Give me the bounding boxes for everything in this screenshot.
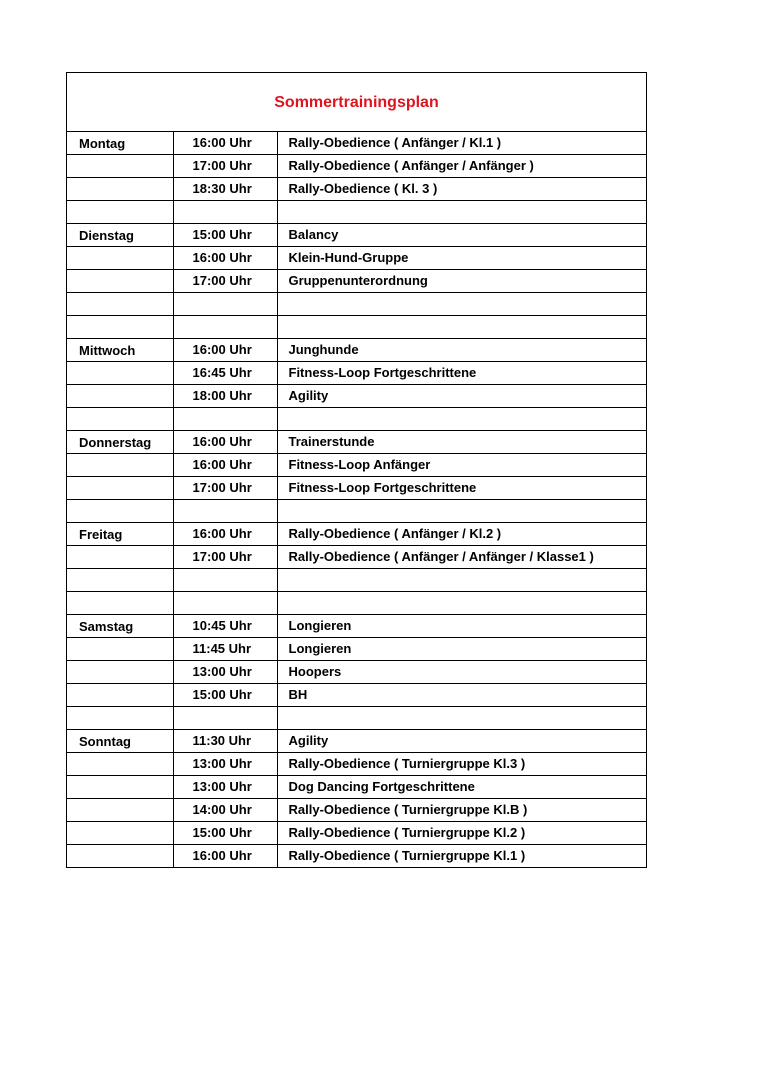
time-cell: 10:45 Uhr [173, 615, 277, 638]
day-cell [67, 270, 173, 293]
table-row [67, 247, 646, 270]
day-cell [67, 155, 173, 178]
time-cell [173, 201, 277, 224]
time-cell: 15:00 Uhr [173, 684, 277, 707]
table-row [67, 638, 646, 661]
day-cell [67, 799, 173, 822]
table-row [67, 753, 646, 776]
table-row [67, 799, 646, 822]
day-cell [67, 753, 173, 776]
table-row [67, 155, 646, 178]
time-cell: 13:00 Uhr [173, 753, 277, 776]
time-cell: 17:00 Uhr [173, 155, 277, 178]
day-cell [67, 316, 173, 339]
table-row [67, 592, 646, 615]
activity-cell: Klein-Hund-Gruppe [277, 247, 646, 270]
activity-cell: Trainerstunde [277, 431, 646, 454]
time-cell: 13:00 Uhr [173, 776, 277, 799]
page-title: Sommertrainingsplan [274, 93, 439, 111]
activity-cell: Balancy [277, 224, 646, 247]
day-cell [67, 385, 173, 408]
table-row [67, 523, 646, 546]
activity-cell [277, 569, 646, 592]
day-cell [67, 201, 173, 224]
time-cell: 16:00 Uhr [173, 132, 277, 155]
day-cell: Samstag [67, 615, 173, 638]
activity-cell [277, 408, 646, 431]
day-cell [67, 477, 173, 500]
day-cell [67, 408, 173, 431]
activity-cell: Hoopers [277, 661, 646, 684]
activity-cell: Fitness-Loop Fortgeschrittene [277, 477, 646, 500]
activity-cell: Longieren [277, 615, 646, 638]
day-cell [67, 661, 173, 684]
activity-cell [277, 592, 646, 615]
table-row [67, 132, 646, 155]
table-row [67, 339, 646, 362]
table-row [67, 454, 646, 477]
table-row [67, 224, 646, 247]
day-cell [67, 500, 173, 523]
activity-cell: Rally-Obedience ( Anfänger / Anfänger ) [277, 155, 646, 178]
table-row [67, 293, 646, 316]
table-row [67, 822, 646, 845]
time-cell: 16:00 Uhr [173, 431, 277, 454]
time-cell: 18:00 Uhr [173, 385, 277, 408]
activity-cell: Dog Dancing Fortgeschrittene [277, 776, 646, 799]
day-cell [67, 362, 173, 385]
day-cell: Freitag [67, 523, 173, 546]
table-row [67, 362, 646, 385]
activity-cell: Gruppenunterordnung [277, 270, 646, 293]
table-row [67, 684, 646, 707]
table-row [67, 178, 646, 201]
table-row [67, 316, 646, 339]
time-cell: 18:30 Uhr [173, 178, 277, 201]
day-cell: Mittwoch [67, 339, 173, 362]
table-row [67, 661, 646, 684]
table-row [67, 615, 646, 638]
activity-cell: Rally-Obedience ( Anfänger / Kl.1 ) [277, 132, 646, 155]
activity-cell: Longieren [277, 638, 646, 661]
table-row [67, 730, 646, 753]
day-cell [67, 293, 173, 316]
activity-cell: Rally-Obedience ( Turniergruppe Kl.2 ) [277, 822, 646, 845]
time-cell: 14:00 Uhr [173, 799, 277, 822]
time-cell: 16:00 Uhr [173, 247, 277, 270]
activity-cell [277, 707, 646, 730]
table-row [67, 569, 646, 592]
day-cell [67, 592, 173, 615]
day-cell [67, 822, 173, 845]
activity-cell: Junghunde [277, 339, 646, 362]
activity-cell: Fitness-Loop Fortgeschrittene [277, 362, 646, 385]
time-cell: 17:00 Uhr [173, 270, 277, 293]
day-cell [67, 454, 173, 477]
activity-cell: Rally-Obedience ( Anfänger / Anfänger / Klasse1 ) [277, 546, 646, 569]
activity-cell: BH [277, 684, 646, 707]
time-cell [173, 408, 277, 431]
schedule-table [67, 132, 646, 867]
time-cell: 15:00 Uhr [173, 224, 277, 247]
table-row [67, 477, 646, 500]
day-cell [67, 546, 173, 569]
time-cell [173, 569, 277, 592]
day-cell [67, 178, 173, 201]
day-cell [67, 638, 173, 661]
activity-cell: Agility [277, 730, 646, 753]
activity-cell: Rally-Obedience ( Turniergruppe Kl.3 ) [277, 753, 646, 776]
day-cell [67, 776, 173, 799]
activity-cell [277, 201, 646, 224]
time-cell: 16:00 Uhr [173, 523, 277, 546]
activity-cell [277, 500, 646, 523]
table-row [67, 776, 646, 799]
activity-cell: Rally-Obedience ( Kl. 3 ) [277, 178, 646, 201]
time-cell [173, 707, 277, 730]
time-cell: 11:30 Uhr [173, 730, 277, 753]
time-cell: 16:45 Uhr [173, 362, 277, 385]
day-cell: Donnerstag [67, 431, 173, 454]
table-row [67, 201, 646, 224]
activity-cell: Fitness-Loop Anfänger [277, 454, 646, 477]
time-cell: 17:00 Uhr [173, 477, 277, 500]
day-cell [67, 247, 173, 270]
time-cell [173, 316, 277, 339]
time-cell: 13:00 Uhr [173, 661, 277, 684]
table-row [67, 707, 646, 730]
activity-cell: Rally-Obedience ( Anfänger / Kl.2 ) [277, 523, 646, 546]
table-row [67, 385, 646, 408]
day-cell [67, 569, 173, 592]
time-cell: 11:45 Uhr [173, 638, 277, 661]
time-cell [173, 592, 277, 615]
training-plan-sheet [66, 72, 647, 868]
time-cell: 17:00 Uhr [173, 546, 277, 569]
day-cell [67, 684, 173, 707]
table-row [67, 431, 646, 454]
table-row [67, 408, 646, 431]
time-cell: 16:00 Uhr [173, 454, 277, 477]
schedule-body [67, 132, 646, 867]
table-row [67, 270, 646, 293]
table-row [67, 500, 646, 523]
day-cell: Sonntag [67, 730, 173, 753]
activity-cell: Rally-Obedience ( Turniergruppe Kl.B ) [277, 799, 646, 822]
time-cell: 15:00 Uhr [173, 822, 277, 845]
activity-cell: Rally-Obedience ( Turniergruppe Kl.1 ) [288, 848, 526, 863]
table-row [67, 845, 646, 868]
day-cell [67, 707, 173, 730]
time-cell [173, 293, 277, 316]
day-cell: Montag [67, 132, 173, 155]
activity-cell: Agility [277, 385, 646, 408]
activity-cell [277, 316, 646, 339]
time-cell: 16:00 Uhr [173, 339, 277, 362]
title-row [67, 73, 646, 132]
day-cell [67, 845, 173, 868]
day-cell: Dienstag [67, 224, 173, 247]
table-row [67, 546, 646, 569]
activity-cell [277, 293, 646, 316]
time-cell [173, 500, 277, 523]
time-cell: 16:00 Uhr [173, 845, 277, 868]
